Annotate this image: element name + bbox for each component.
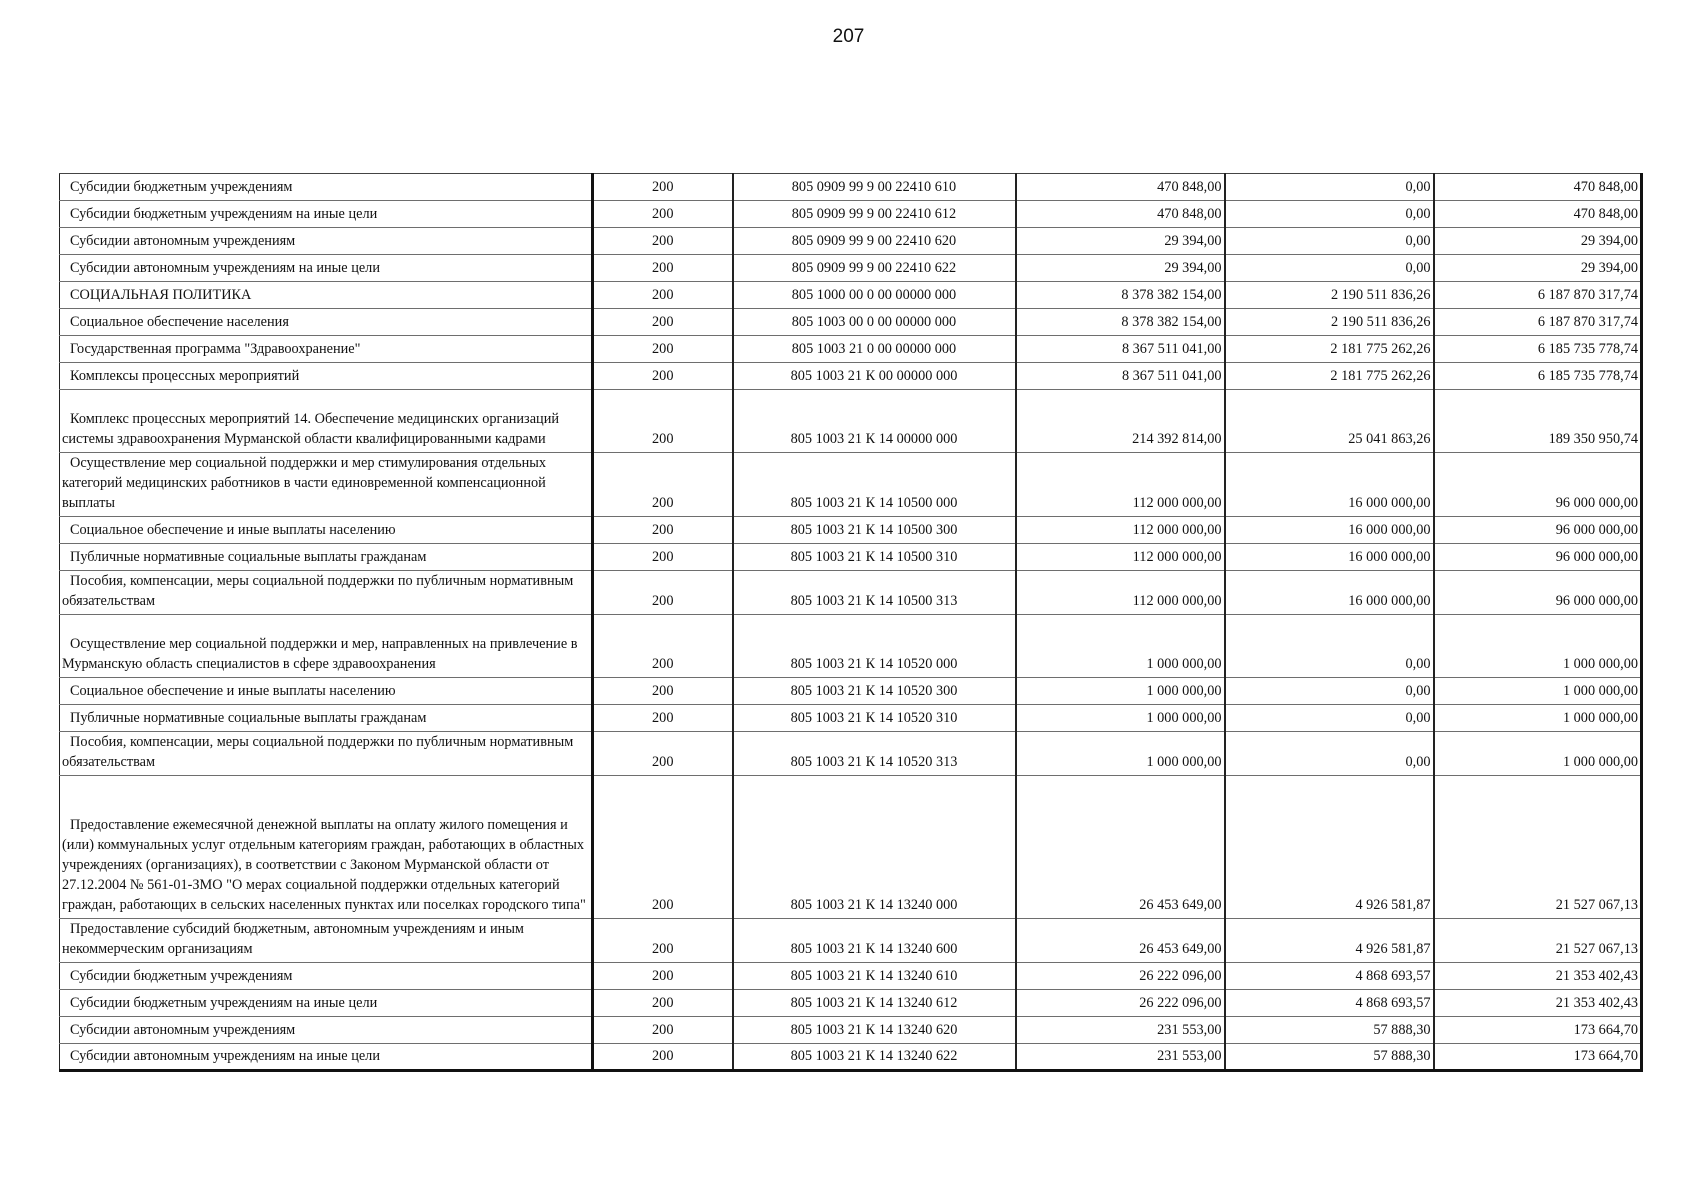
approved-amount: 231 553,00 bbox=[1016, 1017, 1225, 1044]
unexecuted-amount: 173 664,70 bbox=[1434, 1044, 1642, 1071]
unexecuted-amount: 1 000 000,00 bbox=[1434, 615, 1642, 678]
executed-amount: 4 868 693,57 bbox=[1225, 963, 1434, 990]
line-code: 200 bbox=[593, 732, 733, 776]
table-row bbox=[60, 309, 1642, 336]
budget-classification-code: 805 1003 21 0 00 00000 000 bbox=[733, 336, 1016, 363]
budget-classification-code: 805 1003 21 К 14 13240 620 bbox=[733, 1017, 1016, 1044]
budget-classification-code: 805 1003 00 0 00 00000 000 bbox=[733, 309, 1016, 336]
line-code: 200 bbox=[593, 705, 733, 732]
unexecuted-amount: 96 000 000,00 bbox=[1434, 544, 1642, 571]
row-name: Социальное обеспечение и иные выплаты населению bbox=[60, 678, 593, 705]
approved-amount: 1 000 000,00 bbox=[1016, 705, 1225, 732]
approved-amount: 26 222 096,00 bbox=[1016, 963, 1225, 990]
executed-amount: 2 181 775 262,26 bbox=[1225, 363, 1434, 390]
budget-classification-code: 805 0909 99 9 00 22410 622 bbox=[733, 255, 1016, 282]
executed-amount: 0,00 bbox=[1225, 228, 1434, 255]
table-row bbox=[60, 255, 1642, 282]
budget-classification-code: 805 0909 99 9 00 22410 612 bbox=[733, 201, 1016, 228]
approved-amount: 29 394,00 bbox=[1016, 228, 1225, 255]
table-row bbox=[60, 919, 1642, 963]
row-name: Публичные нормативные социальные выплаты гражданам bbox=[60, 705, 593, 732]
executed-amount: 4 926 581,87 bbox=[1225, 776, 1434, 919]
executed-amount: 16 000 000,00 bbox=[1225, 544, 1434, 571]
unexecuted-amount: 96 000 000,00 bbox=[1434, 517, 1642, 544]
approved-amount: 8 378 382 154,00 bbox=[1016, 309, 1225, 336]
line-code: 200 bbox=[593, 678, 733, 705]
row-name: СОЦИАЛЬНАЯ ПОЛИТИКА bbox=[60, 282, 593, 309]
unexecuted-amount: 6 185 735 778,74 bbox=[1434, 363, 1642, 390]
table-row bbox=[60, 571, 1642, 615]
table-row bbox=[60, 282, 1642, 309]
row-name: Субсидии бюджетным учреждениям bbox=[60, 963, 593, 990]
table-row bbox=[60, 990, 1642, 1017]
line-code: 200 bbox=[593, 363, 733, 390]
table-row bbox=[60, 336, 1642, 363]
row-name: Осуществление мер социальной поддержки и мер стимулирования отдельных категорий медицинских работников в части единовременной компенсационной выплаты bbox=[60, 453, 593, 517]
table-row bbox=[60, 1044, 1642, 1071]
budget-classification-code: 805 1003 21 К 14 10520 000 bbox=[733, 615, 1016, 678]
budget-execution-table bbox=[59, 173, 1643, 1072]
row-name: Субсидии автономным учреждениям на иные цели bbox=[60, 1044, 593, 1071]
line-code: 200 bbox=[593, 282, 733, 309]
line-code: 200 bbox=[593, 776, 733, 919]
approved-amount: 8 367 511 041,00 bbox=[1016, 363, 1225, 390]
row-name: Пособия, компенсации, меры социальной поддержки по публичным нормативным обязательствам bbox=[60, 571, 593, 615]
unexecuted-amount: 189 350 950,74 bbox=[1434, 390, 1642, 453]
line-code: 200 bbox=[593, 517, 733, 544]
executed-amount: 0,00 bbox=[1225, 732, 1434, 776]
executed-amount: 0,00 bbox=[1225, 174, 1434, 201]
approved-amount: 470 848,00 bbox=[1016, 201, 1225, 228]
row-name: Комплексы процессных мероприятий bbox=[60, 363, 593, 390]
row-name: Комплекс процессных мероприятий 14. Обеспечение медицинских организаций системы здравоохранения Мурманской области квалифицированными кадрами bbox=[60, 390, 593, 453]
executed-amount: 0,00 bbox=[1225, 678, 1434, 705]
approved-amount: 1 000 000,00 bbox=[1016, 732, 1225, 776]
approved-amount: 1 000 000,00 bbox=[1016, 615, 1225, 678]
unexecuted-amount: 21 353 402,43 bbox=[1434, 963, 1642, 990]
unexecuted-amount: 470 848,00 bbox=[1434, 201, 1642, 228]
table-row bbox=[60, 390, 1642, 453]
approved-amount: 26 453 649,00 bbox=[1016, 776, 1225, 919]
table-row bbox=[60, 453, 1642, 517]
line-code: 200 bbox=[593, 255, 733, 282]
line-code: 200 bbox=[593, 571, 733, 615]
approved-amount: 26 453 649,00 bbox=[1016, 919, 1225, 963]
row-name: Субсидии бюджетным учреждениям bbox=[60, 174, 593, 201]
unexecuted-amount: 96 000 000,00 bbox=[1434, 571, 1642, 615]
budget-classification-code: 805 1003 21 К 14 13240 600 bbox=[733, 919, 1016, 963]
executed-amount: 16 000 000,00 bbox=[1225, 571, 1434, 615]
budget-classification-code: 805 1003 21 К 14 13240 612 bbox=[733, 990, 1016, 1017]
executed-amount: 57 888,30 bbox=[1225, 1017, 1434, 1044]
budget-classification-code: 805 1000 00 0 00 00000 000 bbox=[733, 282, 1016, 309]
row-name: Субсидии автономным учреждениям на иные цели bbox=[60, 255, 593, 282]
approved-amount: 470 848,00 bbox=[1016, 174, 1225, 201]
executed-amount: 2 190 511 836,26 bbox=[1225, 309, 1434, 336]
executed-amount: 16 000 000,00 bbox=[1225, 517, 1434, 544]
approved-amount: 112 000 000,00 bbox=[1016, 453, 1225, 517]
budget-classification-code: 805 0909 99 9 00 22410 610 bbox=[733, 174, 1016, 201]
approved-amount: 112 000 000,00 bbox=[1016, 544, 1225, 571]
table-row bbox=[60, 678, 1642, 705]
row-name: Субсидии бюджетным учреждениям на иные цели bbox=[60, 990, 593, 1017]
unexecuted-amount: 6 187 870 317,74 bbox=[1434, 309, 1642, 336]
table-row bbox=[60, 732, 1642, 776]
budget-classification-code: 805 0909 99 9 00 22410 620 bbox=[733, 228, 1016, 255]
unexecuted-amount: 29 394,00 bbox=[1434, 228, 1642, 255]
budget-classification-code: 805 1003 21 К 14 10520 300 bbox=[733, 678, 1016, 705]
line-code: 200 bbox=[593, 201, 733, 228]
approved-amount: 231 553,00 bbox=[1016, 1044, 1225, 1071]
line-code: 200 bbox=[593, 1044, 733, 1071]
line-code: 200 bbox=[593, 336, 733, 363]
budget-classification-code: 805 1003 21 К 14 13240 622 bbox=[733, 1044, 1016, 1071]
row-name: Публичные нормативные социальные выплаты гражданам bbox=[60, 544, 593, 571]
table-row bbox=[60, 174, 1642, 201]
line-code: 200 bbox=[593, 309, 733, 336]
budget-classification-code: 805 1003 21 К 14 13240 610 bbox=[733, 963, 1016, 990]
row-name: Пособия, компенсации, меры социальной поддержки по публичным нормативным обязательствам bbox=[60, 732, 593, 776]
approved-amount: 26 222 096,00 bbox=[1016, 990, 1225, 1017]
line-code: 200 bbox=[593, 390, 733, 453]
table-row bbox=[60, 1017, 1642, 1044]
approved-amount: 8 378 382 154,00 bbox=[1016, 282, 1225, 309]
executed-amount: 0,00 bbox=[1225, 255, 1434, 282]
table-row bbox=[60, 544, 1642, 571]
table-row bbox=[60, 363, 1642, 390]
approved-amount: 1 000 000,00 bbox=[1016, 678, 1225, 705]
executed-amount: 0,00 bbox=[1225, 705, 1434, 732]
budget-classification-code: 805 1003 21 К 14 13240 000 bbox=[733, 776, 1016, 919]
unexecuted-amount: 21 527 067,13 bbox=[1434, 776, 1642, 919]
table-row bbox=[60, 228, 1642, 255]
row-name: Предоставление субсидий бюджетным, автономным учреждениям и иным некоммерческим организациям bbox=[60, 919, 593, 963]
unexecuted-amount: 6 187 870 317,74 bbox=[1434, 282, 1642, 309]
row-name: Предоставление ежемесячной денежной выплаты на оплату жилого помещения и (или) коммунальных услуг отдельным категориям граждан, работающих в областных учреждениях (организациях), в соответствии с Законом Мурманской области от 27.12.2004 № 561-01-ЗМО "О мерах социальной поддержки отдельных категорий граждан, работающих в сельских населенных пунктах или поселках городского типа" bbox=[60, 776, 593, 919]
executed-amount: 4 868 693,57 bbox=[1225, 990, 1434, 1017]
row-name: Субсидии бюджетным учреждениям на иные цели bbox=[60, 201, 593, 228]
executed-amount: 0,00 bbox=[1225, 201, 1434, 228]
table-row bbox=[60, 776, 1642, 919]
executed-amount: 25 041 863,26 bbox=[1225, 390, 1434, 453]
unexecuted-amount: 1 000 000,00 bbox=[1434, 678, 1642, 705]
budget-classification-code: 805 1003 21 К 00 00000 000 bbox=[733, 363, 1016, 390]
budget-classification-code: 805 1003 21 К 14 10500 310 bbox=[733, 544, 1016, 571]
executed-amount: 4 926 581,87 bbox=[1225, 919, 1434, 963]
row-name: Осуществление мер социальной поддержки и мер, направленных на привлечение в Мурманскую область специалистов в сфере здравоохранения bbox=[60, 615, 593, 678]
line-code: 200 bbox=[593, 990, 733, 1017]
table-row bbox=[60, 517, 1642, 544]
line-code: 200 bbox=[593, 1017, 733, 1044]
table-row bbox=[60, 705, 1642, 732]
unexecuted-amount: 29 394,00 bbox=[1434, 255, 1642, 282]
unexecuted-amount: 173 664,70 bbox=[1434, 1017, 1642, 1044]
approved-amount: 112 000 000,00 bbox=[1016, 517, 1225, 544]
budget-classification-code: 805 1003 21 К 14 10520 313 bbox=[733, 732, 1016, 776]
budget-classification-code: 805 1003 21 К 14 10500 000 bbox=[733, 453, 1016, 517]
row-name: Социальное обеспечение и иные выплаты населению bbox=[60, 517, 593, 544]
budget-classification-code: 805 1003 21 К 14 10520 310 bbox=[733, 705, 1016, 732]
budget-classification-code: 805 1003 21 К 14 10500 300 bbox=[733, 517, 1016, 544]
table-row bbox=[60, 201, 1642, 228]
unexecuted-amount: 96 000 000,00 bbox=[1434, 453, 1642, 517]
row-name: Субсидии автономным учреждениям bbox=[60, 1017, 593, 1044]
approved-amount: 29 394,00 bbox=[1016, 255, 1225, 282]
line-code: 200 bbox=[593, 544, 733, 571]
row-name: Социальное обеспечение населения bbox=[60, 309, 593, 336]
unexecuted-amount: 21 527 067,13 bbox=[1434, 919, 1642, 963]
line-code: 200 bbox=[593, 615, 733, 678]
page-number: 207 bbox=[832, 26, 865, 47]
row-name: Государственная программа "Здравоохранение" bbox=[60, 336, 593, 363]
approved-amount: 8 367 511 041,00 bbox=[1016, 336, 1225, 363]
unexecuted-amount: 1 000 000,00 bbox=[1434, 705, 1642, 732]
unexecuted-amount: 6 185 735 778,74 bbox=[1434, 336, 1642, 363]
executed-amount: 2 181 775 262,26 bbox=[1225, 336, 1434, 363]
row-name: Субсидии автономным учреждениям bbox=[60, 228, 593, 255]
executed-amount: 2 190 511 836,26 bbox=[1225, 282, 1434, 309]
executed-amount: 0,00 bbox=[1225, 615, 1434, 678]
line-code: 200 bbox=[593, 919, 733, 963]
line-code: 200 bbox=[593, 228, 733, 255]
budget-classification-code: 805 1003 21 К 14 00000 000 bbox=[733, 390, 1016, 453]
approved-amount: 112 000 000,00 bbox=[1016, 571, 1225, 615]
executed-amount: 16 000 000,00 bbox=[1225, 453, 1434, 517]
budget-classification-code: 805 1003 21 К 14 10500 313 bbox=[733, 571, 1016, 615]
table-row bbox=[60, 963, 1642, 990]
unexecuted-amount: 1 000 000,00 bbox=[1434, 732, 1642, 776]
line-code: 200 bbox=[593, 174, 733, 201]
unexecuted-amount: 21 353 402,43 bbox=[1434, 990, 1642, 1017]
approved-amount: 214 392 814,00 bbox=[1016, 390, 1225, 453]
table-row bbox=[60, 615, 1642, 678]
line-code: 200 bbox=[593, 453, 733, 517]
executed-amount: 57 888,30 bbox=[1225, 1044, 1434, 1071]
line-code: 200 bbox=[593, 963, 733, 990]
unexecuted-amount: 470 848,00 bbox=[1434, 174, 1642, 201]
